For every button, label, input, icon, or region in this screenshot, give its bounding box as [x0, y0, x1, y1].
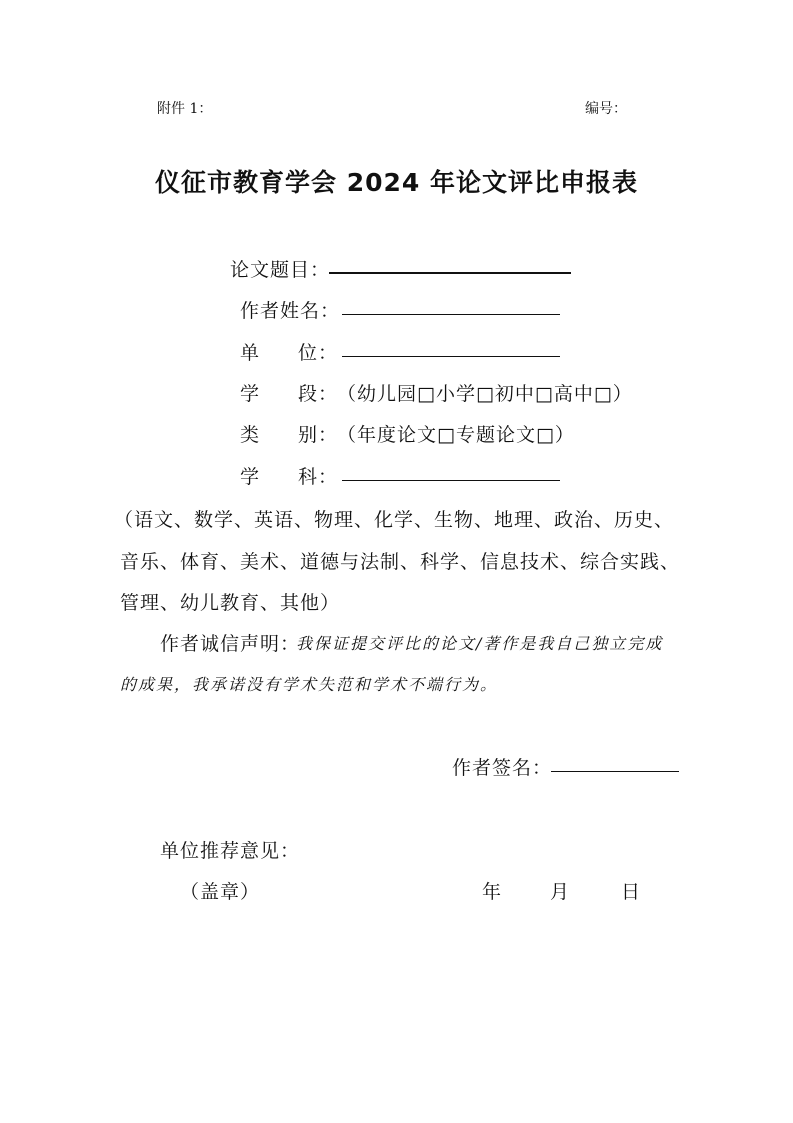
- paper-title-field[interactable]: [329, 272, 571, 274]
- subjects-list-line-2: 音乐、体育、美术、道德与法制、科学、信息技术、综合实践、: [120, 551, 681, 573]
- subjects-list-line-3: 管理、幼儿教育、其他）: [120, 592, 341, 614]
- stage-options[interactable]: （幼儿园□小学□初中□高中□）: [337, 383, 633, 405]
- declaration-label: 作者诚信声明：: [160, 633, 301, 655]
- subject-label-char: 学: [240, 466, 261, 488]
- subject-label: 科：: [298, 466, 339, 488]
- signature-field[interactable]: [551, 771, 679, 772]
- year-label: 年: [482, 881, 503, 903]
- category-label: 别：: [298, 424, 339, 446]
- stage-label-char: 学: [240, 383, 261, 405]
- category-label-char: 类: [240, 424, 261, 446]
- declaration-text-line-1: 我保证提交评比的论文/著作是我自己独立完成: [296, 634, 664, 653]
- page-title: 仪征市教育学会 2024 年论文评比申报表: [155, 168, 638, 197]
- recommendation-label: 单位推荐意见：: [160, 840, 301, 862]
- seal-label: （盖章）: [180, 881, 261, 903]
- signature-label: 作者签名：: [452, 757, 553, 779]
- unit-label: 位：: [298, 342, 339, 364]
- month-label: 月: [550, 881, 571, 903]
- attachment-label: 附件 1：: [157, 101, 213, 117]
- subject-field[interactable]: [342, 480, 560, 481]
- stage-label: 段：: [298, 383, 339, 405]
- declaration-text-line-2: 的成果，我承诺没有学术失范和学术不端行为。: [120, 675, 499, 694]
- author-label: 作者姓名：: [240, 300, 341, 322]
- number-label: 编号：: [585, 101, 627, 117]
- subjects-list-line-1: （语文、数学、英语、物理、化学、生物、地理、政治、历史、: [114, 509, 675, 531]
- day-label: 日: [621, 881, 642, 903]
- unit-label-char: 单: [240, 342, 261, 364]
- category-options[interactable]: （年度论文□专题论文□）: [337, 424, 575, 446]
- author-name-field[interactable]: [342, 314, 560, 315]
- paper-title-label: 论文题目：: [230, 259, 331, 281]
- unit-field[interactable]: [342, 356, 560, 357]
